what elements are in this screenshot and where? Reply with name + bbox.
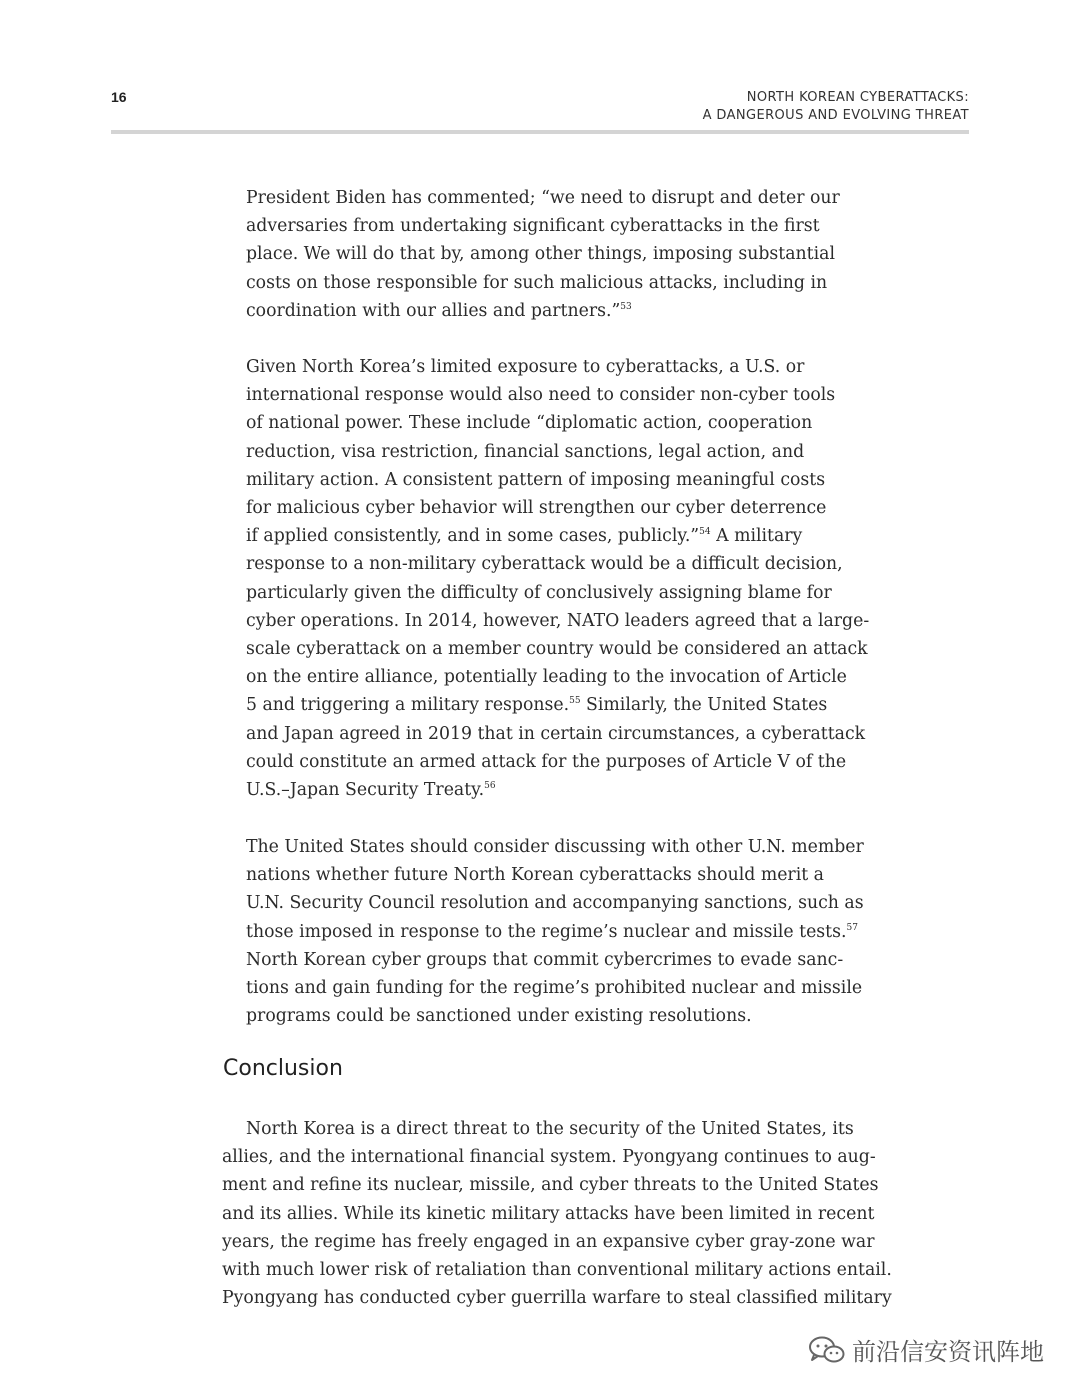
text-line	[246, 297, 840, 325]
text-line: tions and gain funding for the regime’s prohibited nuclear and missile	[246, 978, 863, 999]
paragraph-un-sanctions	[246, 833, 864, 1030]
text-line: allies, and the international financial system. Pyongyang continues to aug-	[222, 1147, 876, 1168]
text-line: and its allies. While its kinetic military attacks have been limited in recent	[222, 1203, 875, 1224]
text-line: of national power. These include “diplomatic action, cooperation	[246, 413, 813, 434]
watermark	[808, 1332, 1044, 1367]
text-line: Given North Korea’s limited exposure to cyberattacks, a U.S. or	[246, 357, 805, 377]
text-line: place. We will do that by, among other things, imposing substantial	[246, 244, 835, 265]
text-segment: coordination with our allies and partners.”	[246, 300, 621, 321]
text-line: programs could be sanctioned under existing resolutions.	[246, 1006, 752, 1027]
text-line: on the entire alliance, potentially leading to the invocation of Article	[246, 667, 847, 688]
header-divider	[111, 130, 969, 134]
text-line: years, the regime has freely engaged in an expansive cyber gray-zone war	[222, 1231, 875, 1252]
footnote-ref-54: 54	[699, 527, 711, 538]
wechat-icon	[808, 1335, 846, 1365]
text-segment: Similarly, the United States	[580, 695, 828, 716]
footnote-ref-55: 55	[569, 696, 581, 707]
text-line: scale cyberattack on a member country would be considered an attack	[246, 639, 868, 660]
text-line: reduction, visa restriction, financial sanctions, legal action, and	[246, 441, 805, 462]
text-line: response to a non-military cyberattack would be a difficult decision,	[246, 554, 843, 575]
text-line	[246, 691, 869, 719]
running-header-line-1: NORTH KOREAN CYBERATTACKS:	[746, 90, 969, 105]
paragraph-biden-quote	[246, 184, 840, 325]
text-line: cyber operations. In 2014, however, NATO leaders agreed that a large-	[246, 610, 870, 631]
watermark-text: 前沿信安资讯阵地	[852, 1338, 1044, 1366]
footnote-ref-57: 57	[846, 922, 858, 933]
text-line: ment and refine its nuclear, missile, and cyber threats to the United States	[222, 1175, 879, 1196]
section-heading-conclusion: Conclusion	[223, 1056, 343, 1081]
text-segment: A military	[710, 526, 803, 547]
text-segment: those imposed in response to the regime’s nuclear and missile tests.	[246, 921, 847, 942]
text-line	[246, 776, 869, 804]
text-line: nations whether future North Korean cyberattacks should merit a	[246, 865, 824, 886]
text-segment: U.S.–Japan Security Treaty.	[246, 780, 485, 801]
text-line: for malicious cyber behavior will strengthen our cyber deterrence	[246, 498, 827, 519]
text-line: North Korea is a direct threat to the security of the United States, its	[246, 1119, 854, 1139]
text-line: could constitute an armed attack for the purposes of Article V of the	[246, 751, 847, 772]
paragraph-non-cyber-tools	[246, 353, 869, 804]
text-line: President Biden has commented; “we need to disrupt and deter our	[246, 188, 840, 208]
text-line: particularly given the difficulty of conclusively assigning blame for	[246, 582, 832, 603]
footnote-ref-53: 53	[620, 301, 632, 312]
text-segment: 5 and triggering a military response.	[246, 695, 570, 716]
running-header	[703, 89, 969, 125]
running-header-line-2: A DANGEROUS AND EVOLVING THREAT	[702, 108, 969, 123]
text-segment: if applied consistently, and in some cases, publicly.”	[246, 526, 700, 547]
page-number: 16	[111, 89, 127, 105]
text-line: U.N. Security Council resolution and accompanying sanctions, such as	[246, 893, 864, 914]
text-line: international response would also need to consider non-cyber tools	[246, 385, 836, 406]
footnote-ref-56: 56	[484, 781, 496, 792]
text-line: with much lower risk of retaliation than conventional military actions entail.	[222, 1260, 892, 1281]
text-line: North Korean cyber groups that commit cybercrimes to evade sanc-	[246, 949, 844, 970]
text-line: costs on those responsible for such malicious attacks, including in	[246, 272, 828, 293]
text-line: Pyongyang has conducted cyber guerrilla warfare to steal classified military	[222, 1288, 892, 1309]
text-line: The United States should consider discussing with other U.N. member	[246, 837, 864, 857]
text-line: military action. A consistent pattern of imposing meaningful costs	[246, 469, 826, 490]
paragraph-conclusion	[222, 1115, 892, 1312]
text-line: and Japan agreed in 2019 that in certain circumstances, a cyberattack	[246, 723, 866, 744]
text-line	[246, 918, 864, 946]
text-line	[246, 522, 869, 550]
text-line: adversaries from undertaking significant cyberattacks in the first	[246, 216, 820, 237]
